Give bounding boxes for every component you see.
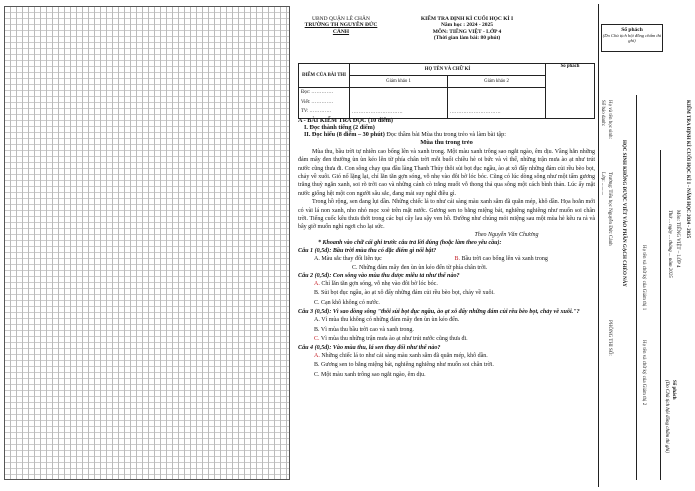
score-table: [298, 63, 595, 119]
q4-option-b[interactable]: B. Gương sen to bằng miệng bát, nghiêng nghiêng như muốn soi chân trời.: [314, 362, 494, 369]
margin-line-2: [636, 95, 637, 480]
q2-option-b[interactable]: B. Sủi bọt đục ngầu, ào ạt xô đẩy những đám củi rều bèo bọt, chảy về xuôi.: [314, 290, 495, 297]
story-title: Mùa thu trong trẻo: [420, 139, 473, 147]
district-name: UBND QUẬN LÊ CHÂN: [312, 16, 370, 22]
margin-date: Thứ ... ngày ... tháng ... năm 2025: [667, 210, 672, 278]
q3-option-c[interactable]: C. Vì mùa thu những trận mưa ào ạt như trút nước cũng thưa đi.: [314, 336, 468, 343]
q2-option-a[interactable]: A. Chỉ lăn tăn gợn sóng, vỗ nhẹ vào đôi bờ lóc bóc.: [314, 280, 438, 287]
q1-option-a[interactable]: A. Màu sắc thay đổi liên tục: [314, 255, 382, 262]
margin-phach-note: (Do Chủ tịch hội đồng chấm thi ghi): [664, 380, 669, 453]
question-4-options: [298, 352, 595, 381]
grid-paper: [4, 6, 290, 480]
exam-time: (Thời gian làm bài: 80 phút): [433, 34, 501, 41]
score-row-total: TV: .............: [301, 109, 332, 114]
paragraph-2: Trong hồ rộng, sen đang lụi dần. Những chiếc lá to như cái sàng màu xanh sẫm đã quăn mép, khô dần. Họa hoằn mới có vài lá non xanh, nho nhỏ mọc xoè trên mặt nước. Gương sen to bằng miệng bát, nghiêng nghiêng như muốn soi chân trời. Tiếng cuốc kêu thưa thớt trong các bụi cây lau sậy ven hồ. Đường như chúng mỏi miệng sau một mùa hè kêu ra rả và bây giờ muốn nghỉ ngơi cho lại sức.: [298, 199, 595, 231]
q3-option-a[interactable]: A. Vì mùa thu không có những đám mây đen ùn ùn kéo đến.: [314, 317, 460, 324]
section-a-title: A - BÀI KIỂM TRA ĐỌC (10 điểm): [298, 117, 393, 124]
school-header: [300, 16, 382, 35]
margin-warning: HỌC SINH KHÔNG ĐƯỢC VIẾT VÀO PHẦN GẠCH CHÉO NÀY: [621, 140, 626, 287]
phach-title: Số phách: [621, 27, 643, 33]
score-rows[interactable]: [299, 88, 350, 119]
paragraph-1: Mùa thu, bầu trời tự nhiên cao bổng lên và xanh trong. Một màu xanh trông sao ngắt ngào, êm dịu. Vầng hắn những đám mây đen thường ùn ùn kéo lên từ phía chân trời mỗi buổi chiều hè oi bức và vì thế, những trận mưa ào ạt như trút nước cũng thưa đi. Con sông chạy qua đầu làng Thanh Thủy thôi sủi bọt đục ngầu, ào ạt xô đẩy những đám củi rều bèo bọt, chảy về xuôi. Gió nổ lặng lại, chỉ lăn tăn gợn sóng, vỗ nhẹ vào đôi bờ lóc bóc. Cũng có lúc dòng sông như một tấm gương trăng thuỳ ngăn xanh, soi rõ trời cao và những cánh cò trắng muốt vỗ thong thả qua sông một cách bình thản. Lúc ấy mặt nước giống hệt một con người sâu sắc, đang mải suy nghĩ điều gì.: [298, 148, 595, 197]
margin-school: Trường: Tiểu học Nguyễn Đức Cảnh: [607, 172, 612, 246]
margin-class[interactable]: Lớp: ..........: [600, 172, 605, 196]
examiner-2-label: Giám khảo 2: [448, 76, 546, 88]
phach-col-header: Số phách: [546, 64, 595, 119]
score-row-writing: Viết: .............: [301, 99, 334, 105]
phach-note: (Do Chủ tịch hội đồng chấm thi ghi): [602, 33, 662, 44]
margin-proctor-1: Họ tên và chữ ký của Giám thị 1: [641, 245, 646, 311]
examiner-1-signature[interactable]: ..............................: [350, 88, 448, 119]
q1-option-b[interactable]: B. Bầu trời cao bổng lên và xanh trong: [454, 255, 548, 262]
signature-col-header: HỌ TÊN VÀ CHỮ KÍ: [350, 64, 546, 76]
exam-body: [298, 117, 595, 380]
exam-year: Năm học : 2024 - 2025: [440, 22, 494, 29]
question-2-stem: Câu 2 (0,5đ): Con sông vào mùa thu được miêu tả như thế nào?: [298, 272, 460, 279]
q4-option-c[interactable]: C. Một màu xanh trông sao ngắt ngào, êm dịu.: [314, 371, 426, 378]
school-name: TRƯỜNG TH NGUYỄN ĐỨC CẢNH: [304, 22, 378, 35]
margin-subject: Môn: TIẾNG VIỆT – LỚP 4: [675, 210, 680, 268]
exam-subject: MÔN: TIẾNG VIỆT - LỚP 4: [432, 28, 502, 35]
margin-proctor-2: Họ tên và chữ ký của Giám thị 2: [641, 340, 646, 406]
question-4-stem: Câu 4 (0,5đ): Vào mùa thu, lá sen thay đổi như thế nào?: [298, 344, 441, 351]
q4-option-a[interactable]: A. Những chiếc lá to như cái sàng màu xanh sẫm đã quăn mép, khô dần.: [314, 352, 488, 359]
exam-title: KIỂM TRA ĐỊNH KÌ CUỐI HỌC KÌ I: [420, 16, 514, 22]
question-1-stem: Câu 1 (0,5đ): Bầu trời mùa thu có đặc điểm gì nổi bật?: [298, 247, 437, 254]
question-2-options: [298, 280, 595, 309]
margin-phach: Số phách: [671, 380, 676, 400]
margin-title: KIỂM TRA ĐỊNH KÌ CUỐI HỌC KÌ I - NĂM HỌC 2024 - 2025: [685, 100, 690, 239]
author: Theo Nguyễn Văn Chương: [474, 231, 539, 238]
q1-option-c[interactable]: C. Những đám mây đen ùn ùn kéo đến từ phía chân trời.: [352, 264, 488, 271]
q2-option-c[interactable]: C. Cạn khô không có nước.: [314, 299, 380, 306]
margin-id[interactable]: Số báo danh:: [600, 100, 605, 127]
q3-option-b[interactable]: B. Vì mùa thu bầu trời cao và xanh trong.: [314, 326, 414, 333]
exam-header: [408, 16, 526, 41]
question-1-options: [298, 255, 595, 273]
part1-title: I. Đọc thành tiếng (2 điểm): [304, 124, 375, 132]
examiner-2-signature[interactable]: ..............................: [448, 88, 546, 119]
circle-instruction: * Khoanh vào chữ cái ghi trước câu trả lời đúng (hoặc làm theo yêu cầu):: [318, 239, 502, 246]
score-col-header: ĐIỂM CỦA BÀI THI: [299, 64, 350, 88]
margin-line-1: [660, 150, 661, 480]
margin-room: PHÒNG THI SỐ:: [607, 320, 612, 356]
margin-name[interactable]: Họ và tên học sinh:: [607, 100, 612, 139]
question-3-options: [298, 316, 595, 345]
examiner-1-label: Giám khảo 1: [350, 76, 448, 88]
phach-box: [601, 24, 663, 52]
score-row-reading: Đọc: .............: [301, 90, 334, 95]
question-3-stem: Câu 3 (0,5đ): Vì sao dòng sông "thôi sủi bọt đục ngầu, ào ạt xô đẩy những đám củi rều bèo bọt, chảy về xuôi."?: [298, 309, 580, 316]
part2-title: II. Đọc hiểu (8 điểm – 30 phút) Đọc thầm bài Mùa thu trong trẻo và làm bài tập:: [304, 131, 506, 139]
margin-divider: [598, 4, 599, 487]
